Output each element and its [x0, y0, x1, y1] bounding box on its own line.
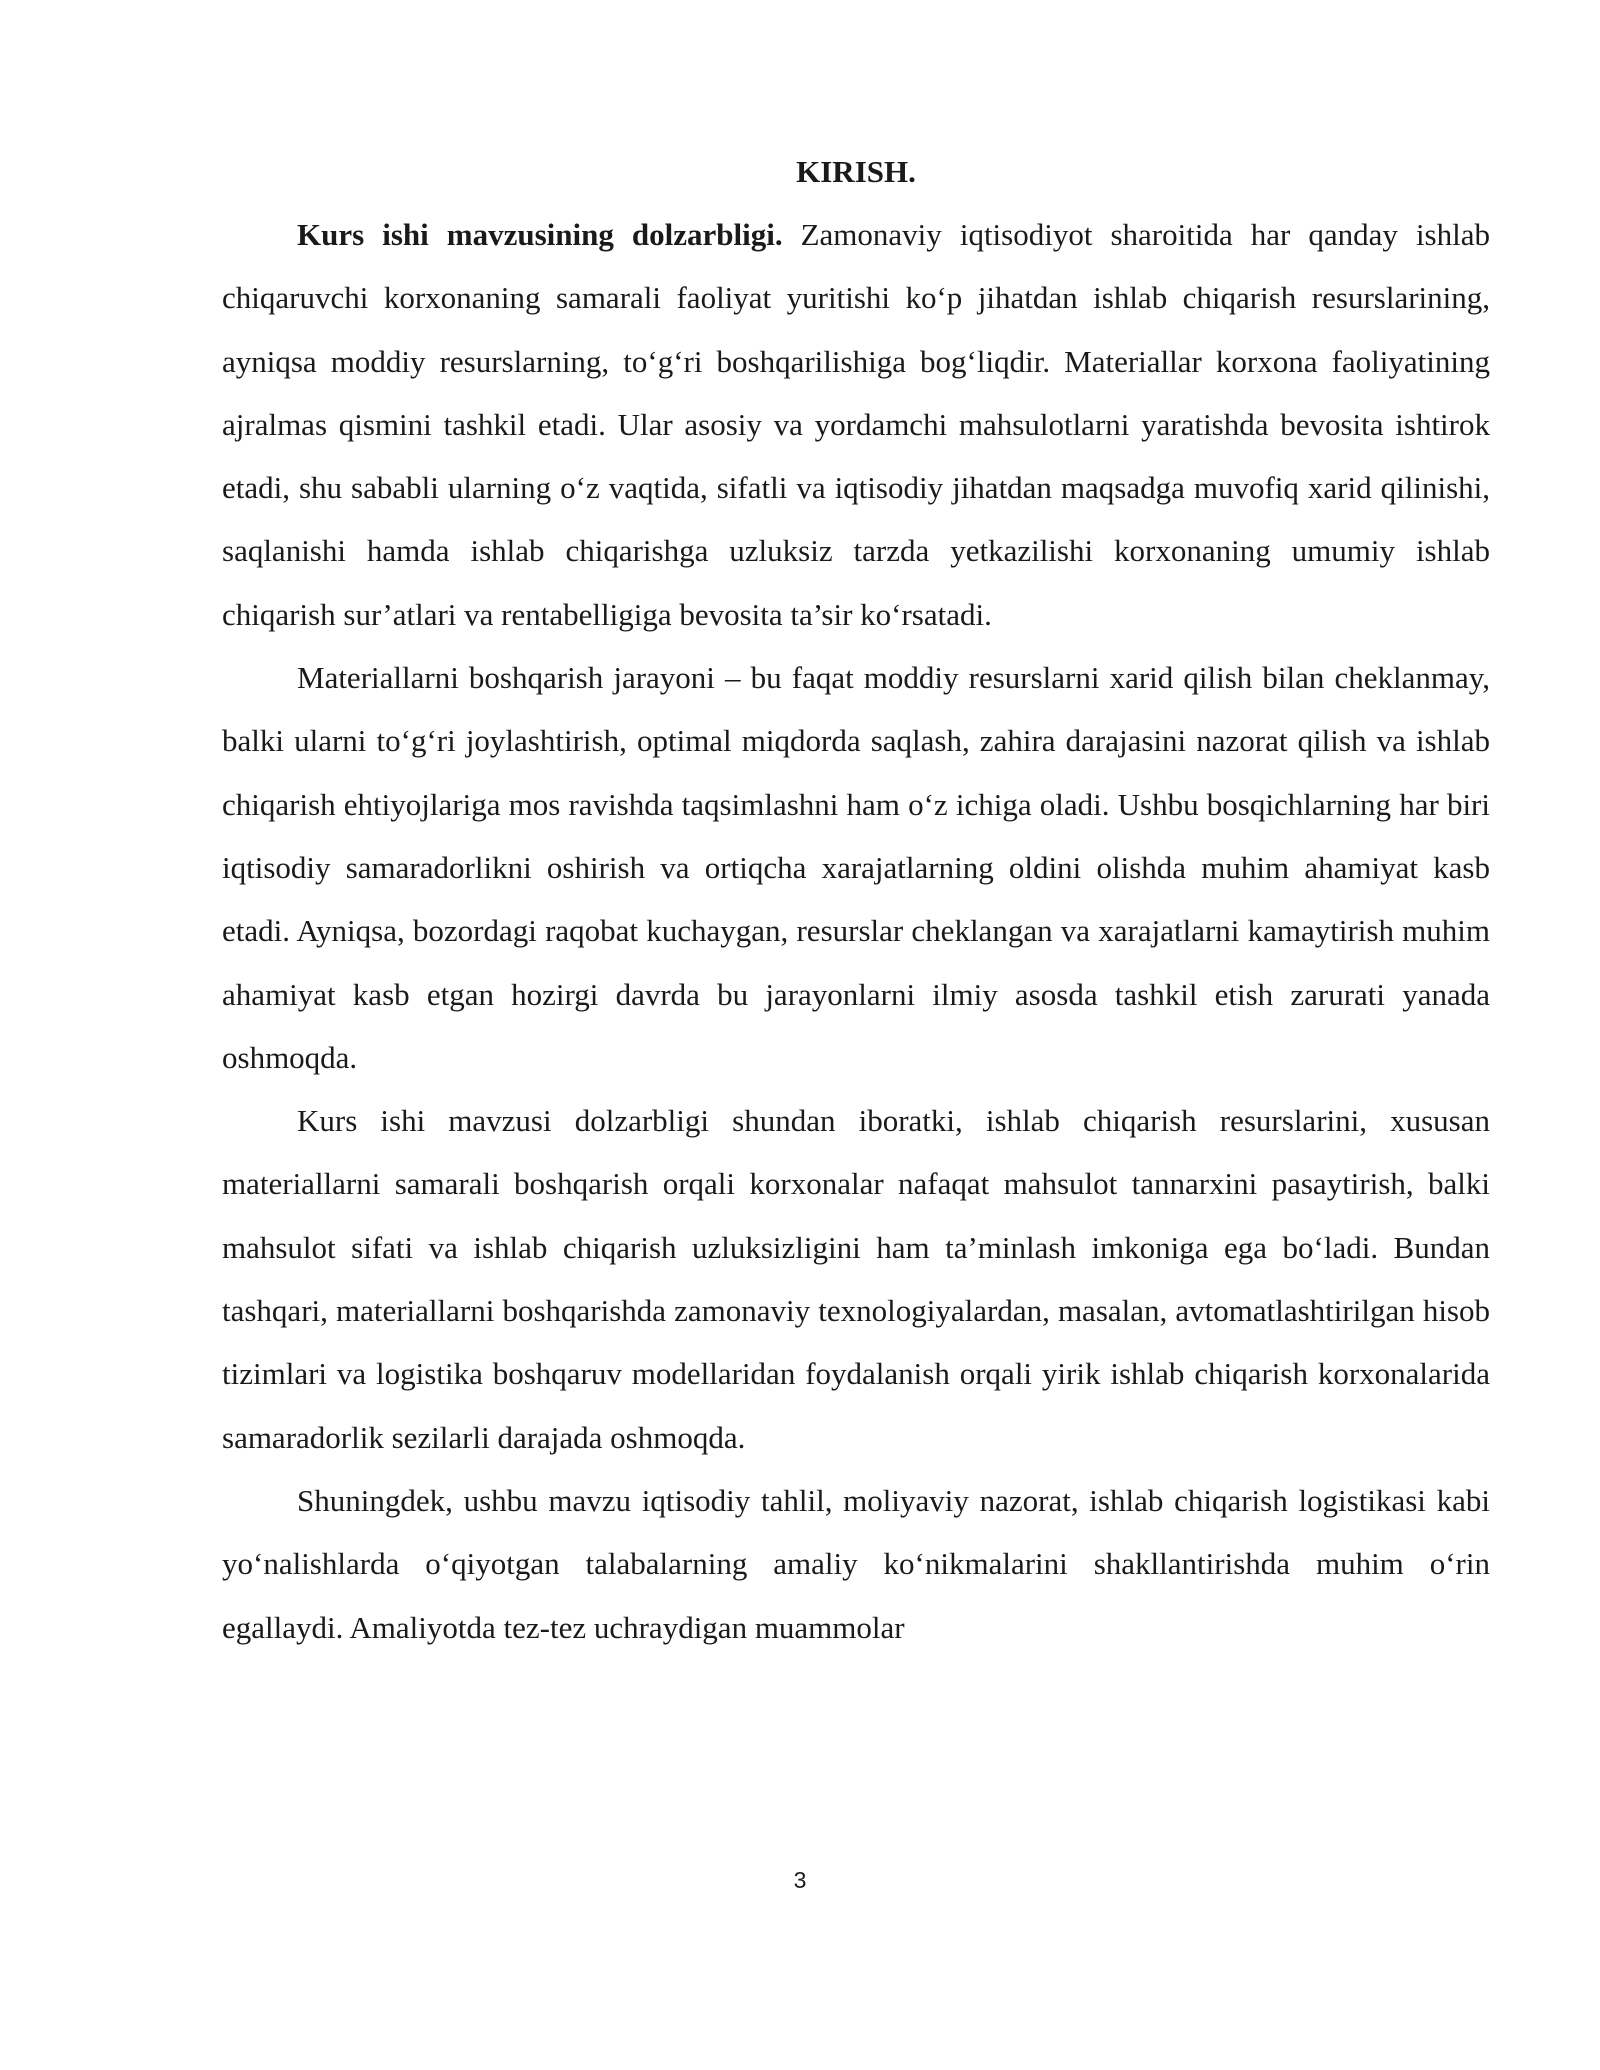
page-content — [222, 140, 1490, 1659]
paragraph-materials-management: Materiallarni boshqarish jarayoni – bu faqat moddiy resurslarni xarid qilish bilan cheklanmay, balki ularni to‘g‘ri joylashtirish, optimal miqdorda saqlash, zahira darajasini nazorat qilish va ishlab chiqarish ehtiyojlariga mos ravishda taqsimlashni ham o‘z ichiga oladi. Ushbu bosqichlarning har biri iqtisodiy samaradorlikni oshirish va ortiqcha xarajatlarning oldini olishda muhim ahamiyat kasb etadi. Ayniqsa, bozordagi raqobat kuchaygan, resurslar cheklangan va xarajatlarni kamaytirish muhim ahamiyat kasb etgan hozirgi davrda bu jarayonlarni ilmiy asosda tashkil etish zarurati yanada oshmoqda. — [222, 660, 1490, 1075]
paragraph-text: Zamonaviy iqtisodiyot sharoitida har qanday ishlab chiqaruvchi korxonaning samarali faoliyat yuritishi ko‘p jihatdan ishlab chiqarish resurslarining, ayniqsa moddiy resurslarning, to‘g‘ri boshqarilishiga bog‘liqdir. Materiallar korxona faoliyatining ajralmas qismini tashkil etadi. Ular asosiy va yordamchi mahsulotlarni yaratishda bevosita ishtirok etadi, shu sababli ularning o‘z vaqtida, sifatli va iqtisodiy jihatdan maqsadga muvofiq xarid qilinishi, saqlanishi hamda ishlab chiqarishga uzluksiz tarzda yetkazilishi korxonaning umumiy ishlab chiqarish sur’atlari va rentabelligiga bevosita ta’sir ko‘rsatadi. — [222, 217, 1490, 632]
paragraph-student-skills: Shuningdek, ushbu mavzu iqtisodiy tahlil, moliyaviy nazorat, ishlab chiqarish logistikasi kabi yo‘nalishlarda o‘qiyotgan talabalarning amaliy ko‘nikmalarini shakllantirishda muhim o‘rin egallaydi. Amaliyotda tez-tez uchraydigan muammolar — [222, 1482, 1490, 1645]
paragraph-lead-bold: Kurs ishi mavzusining dolzarbligi. — [297, 217, 783, 252]
page-number: 3 — [793, 1867, 807, 1893]
section-heading: KIRISH. — [796, 154, 916, 189]
paragraph-relevance — [222, 203, 1490, 646]
paragraph-topic-relevance: Kurs ishi mavzusi dolzarbligi shundan iboratki, ishlab chiqarish resurslarini, xususan materiallarni samarali boshqarish orqali korxonalar nafaqat mahsulot tannarxini pasaytirish, balki mahsulot sifati va ishlab chiqarish uzluksizligini ham ta’minlash imkoniga ega bo‘ladi. Bundan tashqari, materiallarni boshqarishda zamonaviy texnologiyalardan, masalan, avtomatlashtirilgan hisob tizimlari va logistika boshqaruv modellaridan foydalanish orqali yirik ishlab chiqarish korxonalarida samaradorlik sezilarli darajada oshmoqda. — [222, 1103, 1490, 1455]
